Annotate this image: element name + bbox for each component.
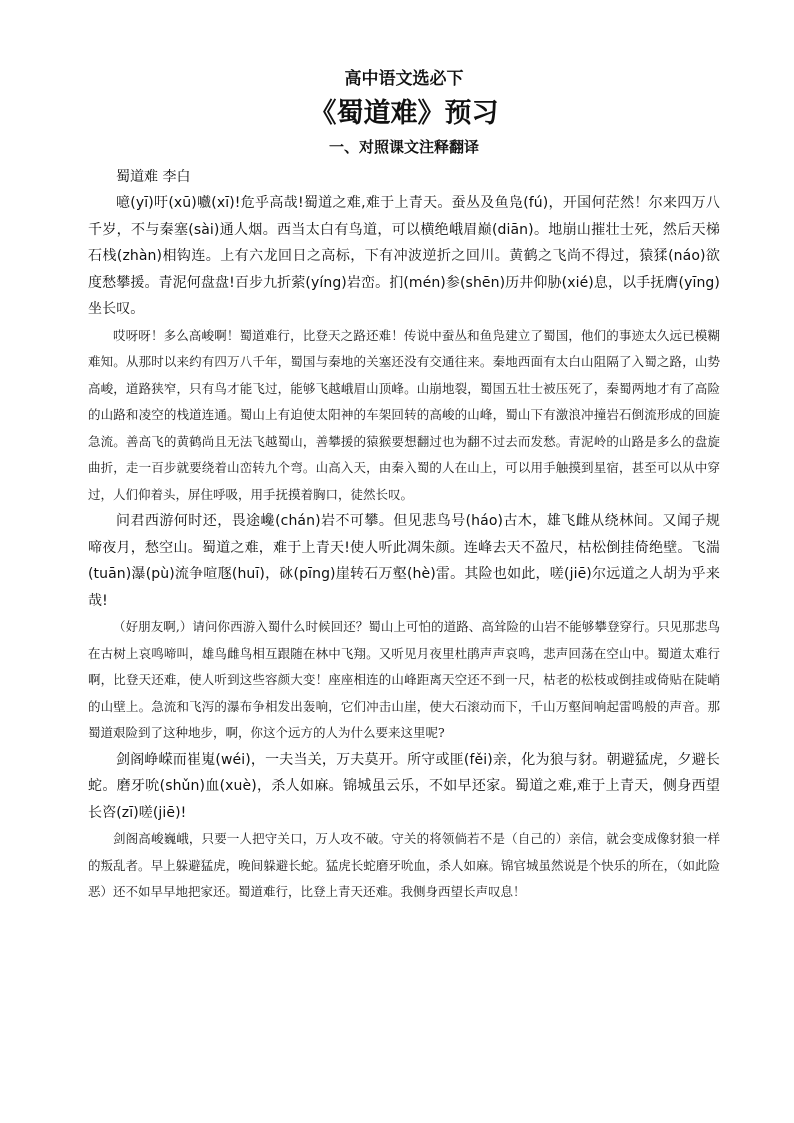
document-page bbox=[88, 58, 720, 906]
translation-paragraph-2: （好朋友啊,）请问你西游入蜀什么时候回还？蜀山上可怕的道路、高耸险的山岩不能够攀登穿行。只见那悲鸟在古树上哀鸣啼叫，雄鸟雌鸟相互跟随在林中飞翔。又听见月夜里杜鹃声声哀鸣，悲声回荡在空山中。蜀道太难行啊，比登天还难，使人听到这些容颜大变！座座相连的山峰距离天空还不到一尺，枯老的松枝或倒挂或倚贴在陡峭的山壁上。急流和飞泻的瀑布争相发出轰响，它们冲击山崖，使大石滚动而下，千山万壑间响起雷鸣般的声音。那蜀道艰险到了这种地步，啊，你这个远方的人为什么要来这里呢? bbox=[88, 619, 720, 740]
lesson-title: 《蜀道难》预习 bbox=[309, 98, 499, 129]
translation-paragraph-3: 剑阁高峻巍峨，只要一人把守关口，万人攻不破。守关的将领倘若不是（自己的）亲信，就会变成像豺狼一样的叛乱者。早上躲避猛虎，晚间躲避长蛇。猛虎长蛇磨牙吮血，杀人如麻。锦官城虽然说是个快乐的所在，（如此险恶）还不如早早地把家还。蜀道难行，比登上青天还难。我侧身西望长声叹息！ bbox=[88, 831, 720, 899]
course-title: 高中语文选必下 bbox=[344, 69, 464, 89]
poem-paragraph-3: 剑阁峥嵘而崔嵬(wéi)，一夫当关，万夫莫开。所守或匪(fěi)亲，化为狼与豺。朝避猛虎，夕避长蛇。磨牙吮(shǔn)血(xuè)，杀人如麻。锦城虽云乐，不如早还家。蜀道之难,难于上青天，侧身西望长咨(zī)嗟(jiē)! bbox=[88, 751, 720, 821]
poem-paragraph-2: 问君西游何时还，畏途巉(chán)岩不可攀。但见悲鸟号(háo)古木，雄飞雌从绕林间。又闻子规啼夜月，愁空山。蜀道之难，难于上青天!使人听此凋朱颜。连峰去天不盈尺，枯松倒挂倚绝壁。飞湍(tuān)瀑(pù)流争喧豗(huī)，砯(pīng)崖转石万壑(hè)雷。其险也如此，嗟(jiē)尔远道之人胡为乎来哉! bbox=[88, 513, 720, 609]
translation-paragraph-1: 哎呀呀！多么高峻啊！蜀道难行，比登天之路还难！传说中蚕丛和鱼凫建立了蜀国，他们的事迹太久远已模糊难知。从那时以来约有四万八千年，蜀国与秦地的关塞还没有交通往来。秦地西面有太白山阻隔了入蜀之路，山势高峻，道路狭窄，只有鸟才能飞过，能够飞越峨眉山顶峰。山崩地裂，蜀国五壮士被压死了，秦蜀两地才有了高险的山路和凌空的栈道连通。蜀山上有迫使太阳神的车架回转的高峻的山峰，蜀山下有激浪冲撞岩石倒流形成的回旋急流。善高飞的黄鹤尚且无法飞越蜀山，善攀援的猿猴要想翻过也为翻不过去而发愁。青泥岭的山路是多么的盘旋曲折，走一百步就要绕着山峦转九个弯。山高入天，由秦入蜀的人在山上，可以用手触摸到星宿，甚至可以从中穿过，人们仰着头，屏住呼吸，用手抚摸着胸口，徒然长叹。 bbox=[88, 327, 720, 502]
poem-title-author: 蜀道难 李白 bbox=[116, 169, 191, 185]
poem-paragraph-1: 噫(yī)吁(xū)嚱(xī)!危乎高哉!蜀道之难,难于上青天。蚕丛及鱼凫(fú)，开国何茫然！尔来四万八千岁，不与秦塞(sài)通人烟。西当太白有鸟道，可以横绝峨眉巅(diān)。地崩山摧壮士死，然后天梯石栈(zhàn)相钩连。上有六龙回日之高标，下有冲波逆折之回川。黄鹤之飞尚不得过，猿猱(náo)欲度愁攀援。青泥何盘盘!百步九折萦(yíng)岩峦。扪(mén)参(shēn)历井仰胁(xié)息，以手抚膺(yīng)坐长叹。 bbox=[88, 195, 720, 317]
section-heading: 一、对照课文注释翻译 bbox=[328, 138, 479, 156]
